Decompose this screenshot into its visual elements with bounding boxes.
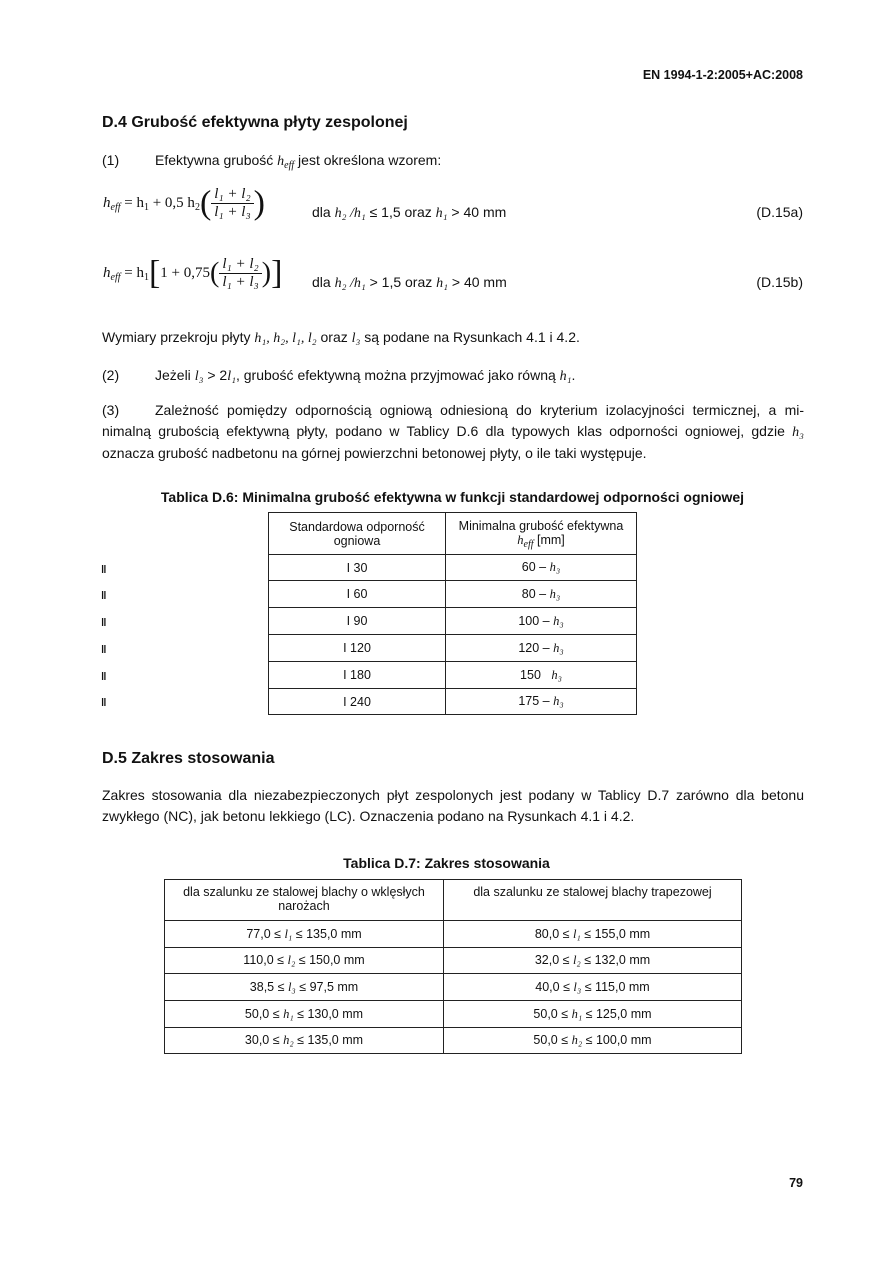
table-cell: 80 – h₃ (446, 581, 637, 608)
eq-lhs: $h_{eff}$ (103, 264, 121, 283)
change-bar: ‖ (101, 697, 106, 709)
section-d5-paragraph: Zakres stosowania dla niezabezpieczonych płyt zespolonych jest podany w Tablicy D.7 zarówno dla betonu zwykłego (NC), jak betonu lekkiego (LC). Oznaczenia podano na Rysunkach 4.1 i 4.2. (102, 787, 804, 824)
equation-d15a (103, 186, 265, 221)
table-row (269, 635, 637, 662)
right-bracket: ] (271, 254, 283, 292)
table-row (165, 1028, 742, 1054)
table-cell: I 180 (269, 662, 446, 689)
table-row (165, 948, 742, 974)
table-header-cell: dla szalunku ze stalowej blachy trapezowej (444, 880, 742, 921)
paragraph-1-text (155, 152, 441, 170)
section-d4-title: D.4 Grubość efektywna płyty zespolonej (102, 114, 408, 131)
equation-d15a-condition: dla h₂ /h₁ ≤ 1,5 oraz h₁ > 40 mm (312, 204, 507, 221)
table-header-cell: dla szalunku ze stalowej blachy o wklęsłych narożach (165, 880, 444, 921)
table-cell: 40,0 ≤ l₃ ≤ 115,0 mm (444, 974, 742, 1001)
table-cell: 50,0 ≤ h₁ ≤ 125,0 mm (444, 1001, 742, 1028)
left-bracket: [ (148, 254, 161, 292)
eq-lhs: $h_{eff}$ (103, 194, 121, 213)
table-cell: 150 h₃ (446, 662, 637, 689)
table-cell: 80,0 ≤ l₁ ≤ 155,0 mm (444, 921, 742, 948)
table-cell: 32,0 ≤ l₂ ≤ 132,0 mm (444, 948, 742, 974)
table-cell: 60 – h₃ (446, 555, 637, 581)
table-cell: 110,0 ≤ l₂ ≤ 150,0 mm (165, 948, 444, 974)
table-d6-caption: Tablica D.6: Minimalna grubość efektywna w funkcji standardowej odporności ogniowej (160, 489, 745, 505)
table-row (165, 974, 742, 1001)
eq-rhs-a: = $h_1$ (120, 264, 149, 283)
page-number: 79 (789, 1176, 803, 1190)
table-row (269, 581, 637, 608)
section-d5-title: D.5 Zakres stosowania (102, 750, 275, 767)
standard-reference: EN 1994-1-2:2005+AC:2008 (642, 68, 803, 82)
equation-d15b-condition: dla h₂ /h₁ > 1,5 oraz h₁ > 40 mm (312, 274, 507, 291)
table-cell: I 240 (269, 689, 446, 715)
change-bar: ‖ (101, 617, 106, 629)
table-cell: I 90 (269, 608, 446, 635)
right-paren: ) (261, 257, 272, 289)
table-cell: I 60 (269, 581, 446, 608)
table-cell: 100 – h₃ (446, 608, 637, 635)
table-cell: 30,0 ≤ h₂ ≤ 135,0 mm (165, 1028, 444, 1054)
var-h-eff: $h_{eff}$ (277, 154, 295, 171)
table-cell: I 120 (269, 635, 446, 662)
change-bar: ‖ (101, 564, 106, 576)
table-cell: 38,5 ≤ l₃ ≤ 97,5 mm (165, 974, 444, 1001)
table-cell: 50,0 ≤ h₁ ≤ 130,0 mm (165, 1001, 444, 1028)
paragraph-number: (1) (102, 152, 120, 168)
table-row (269, 662, 637, 689)
change-bar: ‖ (101, 671, 106, 683)
eq-rhs-b: + 0,5 $h_2$ (148, 194, 200, 213)
change-bar: ‖ (101, 644, 106, 656)
table-row (269, 608, 637, 635)
table-header-cell: Standardowa odporność ogniowa (269, 513, 446, 555)
dimensions-note: Wymiary przekroju płyty h₁, h₂, l₁, l₂ oraz l₃ są podane na Rysunkach 4.1 i 4.2. (102, 329, 580, 346)
table-row (269, 555, 637, 581)
table-d7 (164, 879, 742, 1054)
left-paren: ( (210, 257, 220, 289)
table-row (165, 921, 742, 948)
table-cell: 120 – h₃ (446, 635, 637, 662)
left-paren: ( (199, 184, 212, 222)
right-paren: ) (253, 184, 265, 222)
table-cell: 175 – h₃ (446, 689, 637, 715)
text-run: Efektywna grubość (155, 152, 278, 168)
bracket-inner: 1 + 0,75 (160, 264, 211, 281)
eq-rhs-a: = $h_1$ (120, 194, 149, 213)
equation-d15b (103, 256, 282, 291)
change-bar: ‖ (101, 590, 106, 602)
paragraph-2-text: Jeżeli l₃ > 2l₁, grubość efektywną można przyjmować jako równą h₁. (155, 367, 576, 384)
table-row (165, 1001, 742, 1028)
paragraph-number: (2) (102, 367, 120, 383)
paragraph-3-text: (3) Zależność pomiędzy odpornością ogniową odniesioną do kryterium izolacyjności termicznej, a mi- nimalną grubością efektywną płyty, podano w Tablicy D.6 dla typowych klas odporności ogniowej, gdzie h₃ oznacza grubość nadbetonu na górnej powierzchni betonowej płyty, o ile taki występuje. (102, 402, 804, 461)
table-d6 (268, 512, 637, 715)
fraction: $\frac{\text{l₁ + l₂}}{\text{l₁ + l₃}}$ (219, 256, 261, 291)
equation-d15b-number: (D.15b) (756, 274, 803, 290)
table-cell: 77,0 ≤ l₁ ≤ 135,0 mm (165, 921, 444, 948)
table-row (269, 689, 637, 715)
table-header-cell: Minimalna grubość efektywna $h_{eff}$ [mm] (446, 513, 637, 555)
table-d7-caption: Tablica D.7: Zakres stosowania (343, 855, 550, 871)
table-cell: I 30 (269, 555, 446, 581)
text-run: jest określona wzorem: (294, 152, 442, 168)
fraction: $\frac{\text{l₁ + l₂}}{\text{l₁ + l₃}}$ (211, 186, 253, 221)
equation-d15a-number: (D.15a) (756, 204, 803, 220)
table-cell: 50,0 ≤ h₂ ≤ 100,0 mm (444, 1028, 742, 1054)
